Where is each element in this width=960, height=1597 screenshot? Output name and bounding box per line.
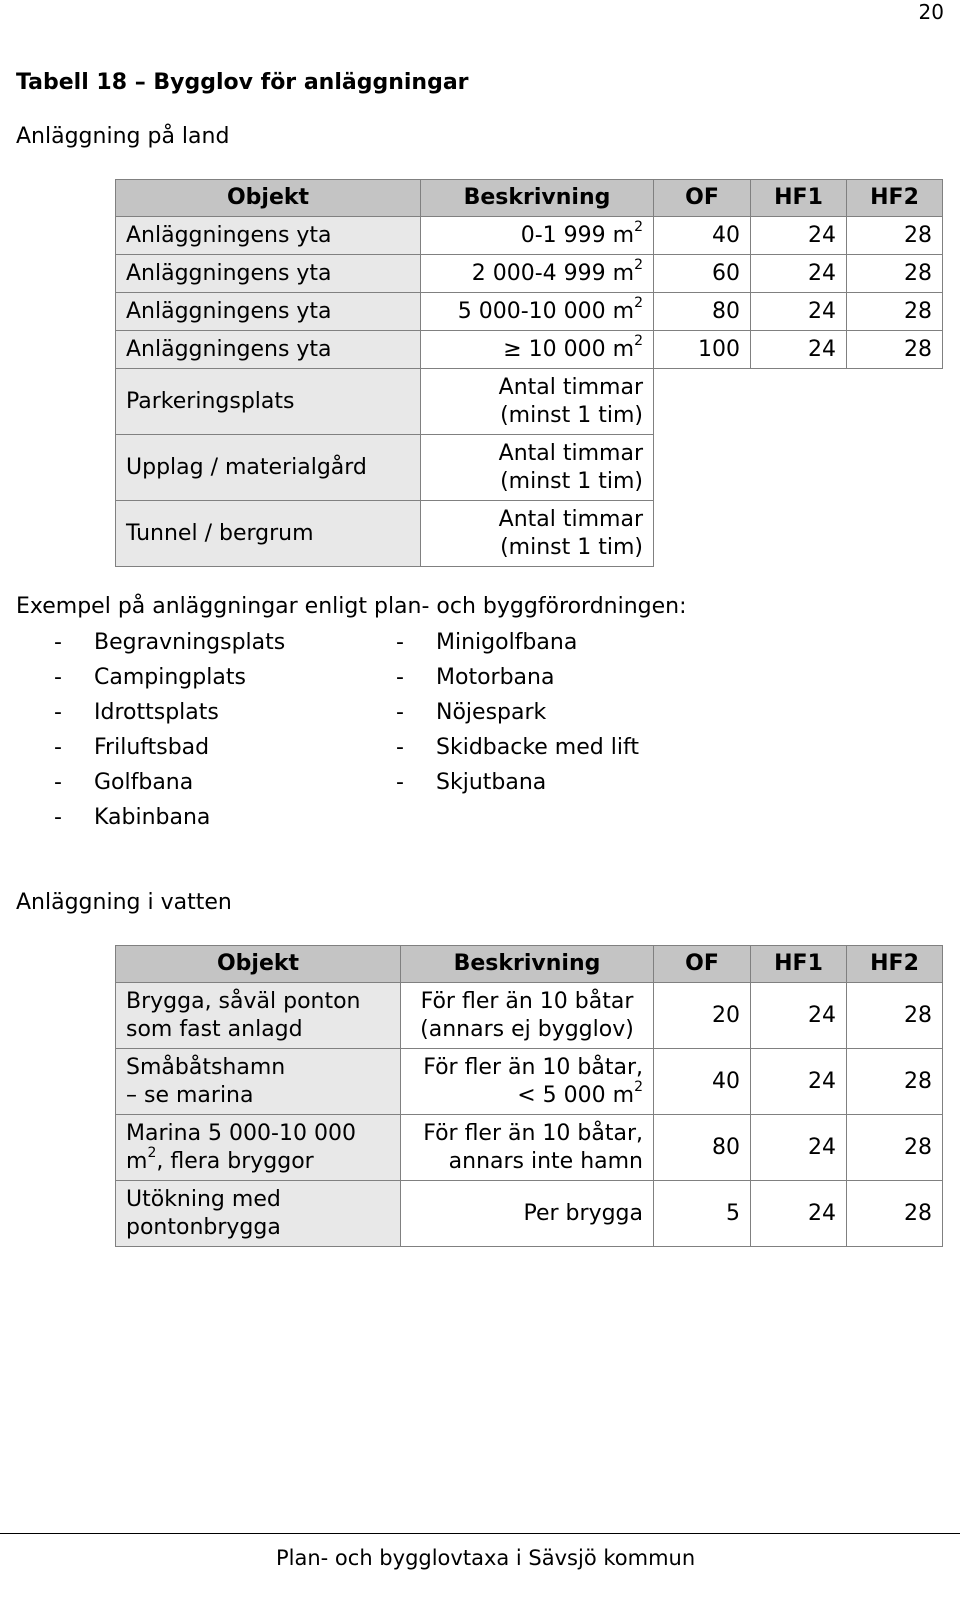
footer-divider xyxy=(0,1533,960,1534)
cell-beskrivning: Antal timmar (minst 1 tim) xyxy=(421,435,654,501)
table-row xyxy=(116,1181,943,1247)
table-header-row xyxy=(116,180,943,217)
cell-hf2: 28 xyxy=(847,217,943,255)
cell-of: 40 xyxy=(654,217,751,255)
list-item: - Skidbacke med lift xyxy=(396,735,639,760)
land-heading: Anläggning på land xyxy=(16,124,230,149)
cell-hf2: 28 xyxy=(847,983,943,1049)
col-hf1: HF1 xyxy=(751,180,847,217)
col-hf1: HF1 xyxy=(751,946,847,983)
table-row xyxy=(116,255,943,293)
water-heading: Anläggning i vatten xyxy=(16,890,232,915)
col-hf2: HF2 xyxy=(847,946,943,983)
table-title: Tabell 18 – Bygglov för anläggningar xyxy=(16,70,469,95)
cell-beskrivning: 5 000-10 000 $m^2$ xyxy=(421,293,654,331)
cell-beskrivning: För fler än 10 båtar (annars ej bygglov) xyxy=(401,983,654,1049)
cell-objekt: Anläggningens yta xyxy=(116,255,421,293)
cell-of: 60 xyxy=(654,255,751,293)
cell-hf1: 24 xyxy=(751,293,847,331)
table-row xyxy=(116,369,943,435)
list-item: - Golfbana xyxy=(54,770,194,795)
cell-beskrivning: För fler än 10 båtar, annars inte hamn xyxy=(401,1115,654,1181)
list-item: - Skjutbana xyxy=(396,770,547,795)
table-row xyxy=(116,983,943,1049)
col-of: OF xyxy=(654,946,751,983)
cell-hf1: 24 xyxy=(751,983,847,1049)
cell-hf2: 28 xyxy=(847,331,943,369)
col-objekt: Objekt xyxy=(116,946,401,983)
cell-hf1: 24 xyxy=(751,1049,847,1115)
examples-list-left xyxy=(54,628,285,838)
cell-objekt: Anläggningens yta xyxy=(116,331,421,369)
cell-objekt: Utökning med pontonbrygga xyxy=(116,1181,401,1247)
cell-objekt: Brygga, såväl ponton som fast anlagd xyxy=(116,983,401,1049)
table-row xyxy=(116,501,943,567)
table-header-row xyxy=(116,946,943,983)
col-beskrivning: Beskrivning xyxy=(401,946,654,983)
cell-objekt: Anläggningens yta xyxy=(116,217,421,255)
cell-hf1: 24 xyxy=(751,1181,847,1247)
table-row xyxy=(116,1049,943,1115)
list-item: - Campingplats xyxy=(54,665,246,690)
cell-hf2: 28 xyxy=(847,1181,943,1247)
cell-objekt: Anläggningens yta xyxy=(116,293,421,331)
cell-objekt: Småbåtshamn – se marina xyxy=(116,1049,401,1115)
list-item: - Nöjespark xyxy=(396,700,547,725)
cell-hf1: 24 xyxy=(751,1115,847,1181)
cell-hf2: 28 xyxy=(847,1049,943,1115)
cell-hf1: 24 xyxy=(751,255,847,293)
cell-of: 80 xyxy=(654,293,751,331)
cell-of: 100 xyxy=(654,331,751,369)
cell-hf1: 24 xyxy=(751,331,847,369)
cell-objekt: Marina 5 000-10 000 $m^2$, flera bryggor xyxy=(116,1115,401,1181)
page-number: 20 xyxy=(918,0,944,24)
examples-list-right xyxy=(396,628,639,803)
table-row xyxy=(116,331,943,369)
cell-beskrivning: Per brygga xyxy=(401,1181,654,1247)
cell-of: 80 xyxy=(654,1115,751,1181)
col-of: OF xyxy=(654,180,751,217)
list-item: - Begravningsplats xyxy=(54,630,286,655)
cell-hf2: 28 xyxy=(847,255,943,293)
cell-hf1: 24 xyxy=(751,217,847,255)
cell-of: 5 xyxy=(654,1181,751,1247)
col-hf2: HF2 xyxy=(847,180,943,217)
table-row xyxy=(116,217,943,255)
list-item: - Minigolfbana xyxy=(396,630,578,655)
footer-text: Plan- och bygglovtaxa i Sävsjö kommun xyxy=(276,1546,696,1570)
cell-beskrivning: 2 000-4 999 $m^2$ xyxy=(421,255,654,293)
cell-objekt: Tunnel / bergrum xyxy=(116,501,421,567)
list-item: - Idrottsplats xyxy=(54,700,219,725)
list-item: - Friluftsbad xyxy=(54,735,210,760)
list-item: - Motorbana xyxy=(396,665,555,690)
cell-objekt: Parkeringsplats xyxy=(116,369,421,435)
col-beskrivning: Beskrivning xyxy=(421,180,654,217)
cell-objekt: Upplag / materialgård xyxy=(116,435,421,501)
table-row xyxy=(116,293,943,331)
cell-beskrivning: Antal timmar (minst 1 tim) xyxy=(421,501,654,567)
cell-beskrivning: För fler än 10 båtar, < 5 000 $m^2$ xyxy=(401,1049,654,1115)
cell-beskrivning: Antal timmar (minst 1 tim) xyxy=(421,369,654,435)
cell-of: 20 xyxy=(654,983,751,1049)
land-table xyxy=(115,179,943,567)
cell-beskrivning: 0-1 999 $m^2$ xyxy=(421,217,654,255)
table-row xyxy=(116,435,943,501)
water-table xyxy=(115,945,943,1247)
table-row xyxy=(116,1115,943,1181)
cell-hf2: 28 xyxy=(847,293,943,331)
col-objekt: Objekt xyxy=(116,180,421,217)
cell-hf2: 28 xyxy=(847,1115,943,1181)
list-item: - Kabinbana xyxy=(54,805,211,830)
cell-beskrivning: ≥ 10 000 $m^2$ xyxy=(421,331,654,369)
cell-of: 40 xyxy=(654,1049,751,1115)
examples-heading: Exempel på anläggningar enligt plan- och byggförordningen: xyxy=(16,594,687,619)
